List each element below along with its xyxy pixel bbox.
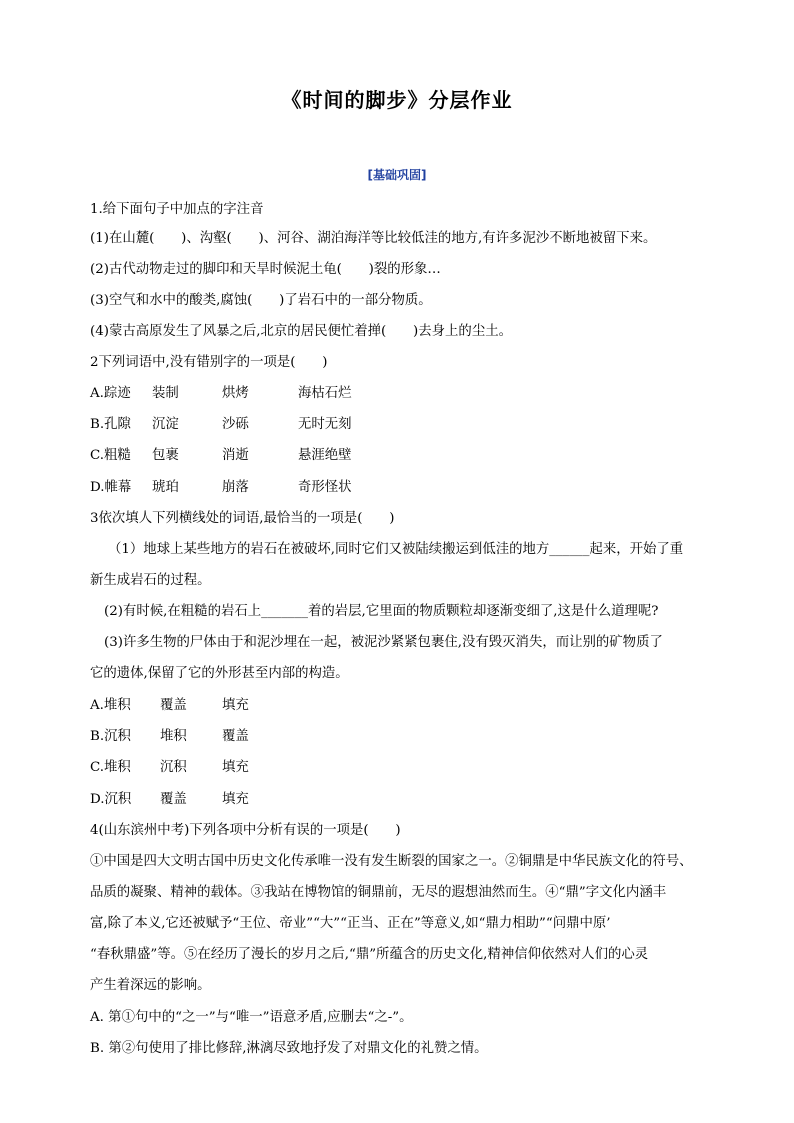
q3-option-c [90,758,249,778]
q3-option-a [90,696,249,716]
q3-option-b-word-2: 堆积 [160,729,187,744]
q2-option-d-word-4: 奇形怪状 [298,480,352,495]
q3-option-a-word-2: 覆盖 [160,698,187,713]
q2-option-a-word-1: A.踪迹 [90,386,131,401]
q2-option-c-word-3: 消逝 [222,448,249,463]
q2-option-c-word-2: 包裹 [152,448,179,463]
q2-option-d-word-3: 崩落 [222,480,249,495]
q2-option-b-word-1: B.孔隙 [90,417,131,432]
q3-sentence-1-cont: 新生成岩石的过程。 [90,573,211,588]
q3-option-c-word-3: 填充 [222,760,249,775]
q4-passage-line-4: “春秋鼎盛”等。⑤在经历了漫长的岁月之后,“鼎”所蕴含的历史文化,精神信仰依然对人们的心灵 [90,947,649,962]
q3-option-d-word-1: D.沉积 [90,792,132,807]
q3-option-d [90,790,249,810]
q1-item-2: (2)古代动物走过的脚印和天旱时候泥土龟( )裂的形象… [90,262,441,277]
q2-option-c-word-1: C.粗糙 [90,448,131,463]
q2-option-d-word-1: D.帷幕 [90,480,132,495]
q4-option-b: B. 第②句使用了排比修辞,淋漓尽致地抒发了对鼎文化的礼赞之情。 [90,1041,488,1056]
q2-option-a-word-4: 海枯石烂 [298,386,352,401]
q2-stem: 2下列词语中,没有错别字的一项是( ) [90,355,328,370]
q2-option-a-word-2: 装制 [152,386,179,401]
q4-passage-line-5: 产生着深远的影响。 [90,978,211,993]
q2-option-d [90,478,352,498]
q3-sentence-2: (2)有时候,在粗糙的岩石上_______着的岩层,它里面的物质颗粒却逐渐变细了,这是什么道理呢? [104,604,659,619]
section-heading: [基础巩固] [367,168,427,182]
document-title: 《时间的脚步》分层作业 [281,88,513,112]
q4-passage-line-2: 品质的凝聚、精神的载体。③我站在博物馆的铜鼎前，无尽的遐想油然而生。④“鼎”字文化内涵丰 [90,885,667,900]
q4-passage-line-1: ①中国是四大文明古国中历史文化传承唯一没有发生断裂的国家之一。②铜鼎是中华民族文化的符号、 [90,854,693,869]
q2-option-b-word-4: 无时无刻 [298,417,352,432]
q2-option-c-word-4: 悬涯绝壁 [298,448,352,463]
q1-item-4: (4)蒙古高原发生了风暴之后,北京的居民便忙着掸( )去身上的尘土。 [90,324,512,339]
q3-stem: 3依次填人下列横线处的词语,最恰当的一项是( ) [90,511,395,526]
q4-option-a: A. 第①句中的“之一”与“唯一”语意矛盾,应删去“之-”。 [90,1010,413,1025]
q2-option-b [90,415,352,435]
q2-option-d-word-2: 琥珀 [152,480,179,495]
q3-sentence-3: (3)许多生物的尸体由于和泥沙埋在一起，被泥沙紧紧包裹住,没有毁灭消失，而让别的矿物质了 [104,635,663,650]
q2-option-a-word-3: 烘烤 [222,386,249,401]
q3-option-b-word-1: B.沉积 [90,729,131,744]
q3-option-c-word-1: C.堆积 [90,760,131,775]
q2-option-a [90,384,352,404]
q3-option-a-word-1: A.堆积 [90,698,131,713]
q3-option-b-word-3: 覆盖 [222,729,249,744]
q3-option-d-word-3: 填充 [222,792,249,807]
q3-option-b [90,727,249,747]
q3-option-d-word-2: 覆盖 [160,792,187,807]
q2-option-b-word-2: 沉淀 [152,417,179,432]
q1-stem: 1.给下面句子中加点的字注音 [90,202,264,217]
q1-item-3: (3)空气和水中的酸类,腐蚀( )了岩石中的一部分物质。 [90,293,432,308]
q4-passage-line-3: 富,除了本义,它还被赋予“王位、帝业”“大”“正当、正在”等意义,如“鼎力相助”“问鼎中原’ [90,916,611,931]
q2-option-c [90,446,352,466]
q3-sentence-1: （1）地球上某些地方的岩石在被破坏,同时它们又被陆续搬运到低洼的地方______起来，开始了重 [108,542,684,557]
q4-stem: 4(山东滨州中考)下列各项中分析有误的一项是( ) [90,823,401,838]
q1-item-1: (1)在山麓( )、沟壑( )、河谷、湖泊海洋等比较低洼的地方,有许多泥沙不断地被留下来。 [90,231,657,246]
q3-option-a-word-3: 填充 [222,698,249,713]
q2-option-b-word-3: 沙砾 [222,417,249,432]
q3-sentence-3-cont: 它的遗体,保留了它的外形甚至内部的构造。 [90,666,349,681]
q3-option-c-word-2: 沉积 [160,760,187,775]
